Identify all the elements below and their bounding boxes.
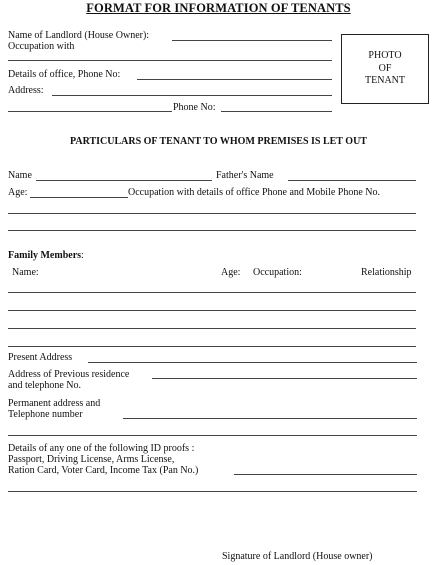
- id-proofs-line-1: Details of any one of the following ID proofs :: [8, 443, 195, 454]
- phone-label: Phone No:: [173, 102, 216, 113]
- age-field[interactable]: [30, 197, 128, 198]
- photo-label-line-1: PHOTO: [368, 50, 402, 62]
- photo-label-line-3: TENANT: [365, 75, 405, 87]
- family-col-name: Name:: [12, 267, 39, 278]
- permanent-address-label-1: Permanent address and: [8, 398, 101, 409]
- tenant-name-label: Name: [8, 170, 32, 181]
- family-row-2[interactable]: [8, 310, 416, 311]
- father-name-field[interactable]: [288, 180, 416, 181]
- family-members-heading: Family Members:: [8, 250, 84, 261]
- occupation-label: Occupation with: [8, 41, 75, 52]
- address-field[interactable]: [52, 95, 332, 96]
- photo-label-line-2: OF: [378, 62, 392, 74]
- id-proofs-line-2: Passport, Driving License, Arms License,: [8, 454, 175, 465]
- office-details-field[interactable]: [137, 79, 332, 80]
- family-col-occupation: Occupation:: [253, 267, 302, 278]
- landlord-name-label: Name of Landlord (House Owner):: [8, 30, 150, 41]
- id-proofs-line-3: Ration Card, Voter Card, Income Tax (Pan No.): [8, 465, 199, 476]
- office-details-label: Details of office, Phone No:: [8, 69, 121, 80]
- age-label: Age:: [8, 187, 28, 198]
- present-address-label: Present Address: [8, 352, 73, 363]
- id-proof-field-2[interactable]: [8, 491, 417, 492]
- permanent-address-field[interactable]: [123, 418, 417, 419]
- permanent-address-label-2: Telephone number: [8, 409, 83, 420]
- family-row-4[interactable]: [8, 346, 416, 347]
- landlord-signature-label: Signature of Landlord (House owner): [222, 551, 373, 562]
- family-col-age: Age:: [221, 267, 241, 278]
- tenant-occupation-field-1[interactable]: [8, 213, 416, 214]
- address-label: Address:: [8, 85, 44, 96]
- occupation-field[interactable]: [8, 60, 332, 61]
- previous-address-field[interactable]: [152, 378, 417, 379]
- family-row-3[interactable]: [8, 328, 416, 329]
- permanent-address-field-2[interactable]: [8, 435, 417, 436]
- father-name-label: Father's Name: [216, 170, 274, 181]
- tenant-occupation-label: Occupation with details of office Phone and Mobile Phone No.: [128, 187, 380, 198]
- tenant-photo-box[interactable]: [341, 34, 429, 104]
- previous-address-label-1: Address of Previous residence: [8, 369, 130, 380]
- tenant-name-field[interactable]: [36, 180, 212, 181]
- family-col-relationship: Relationship: [361, 267, 412, 278]
- present-address-field[interactable]: [88, 362, 417, 363]
- tenant-occupation-field-2[interactable]: [8, 230, 416, 231]
- address-field-line-2[interactable]: [8, 111, 172, 112]
- previous-address-label-2: and telephone No.: [8, 380, 82, 391]
- landlord-name-field[interactable]: [172, 40, 332, 41]
- phone-field[interactable]: [221, 111, 332, 112]
- tenant-section-heading: PARTICULARS OF TENANT TO WHOM PREMISES IS LET OUT: [70, 136, 367, 147]
- family-row-1[interactable]: [8, 292, 416, 293]
- form-title: FORMAT FOR INFORMATION OF TENANTS: [86, 1, 351, 15]
- id-proof-field[interactable]: [234, 474, 417, 475]
